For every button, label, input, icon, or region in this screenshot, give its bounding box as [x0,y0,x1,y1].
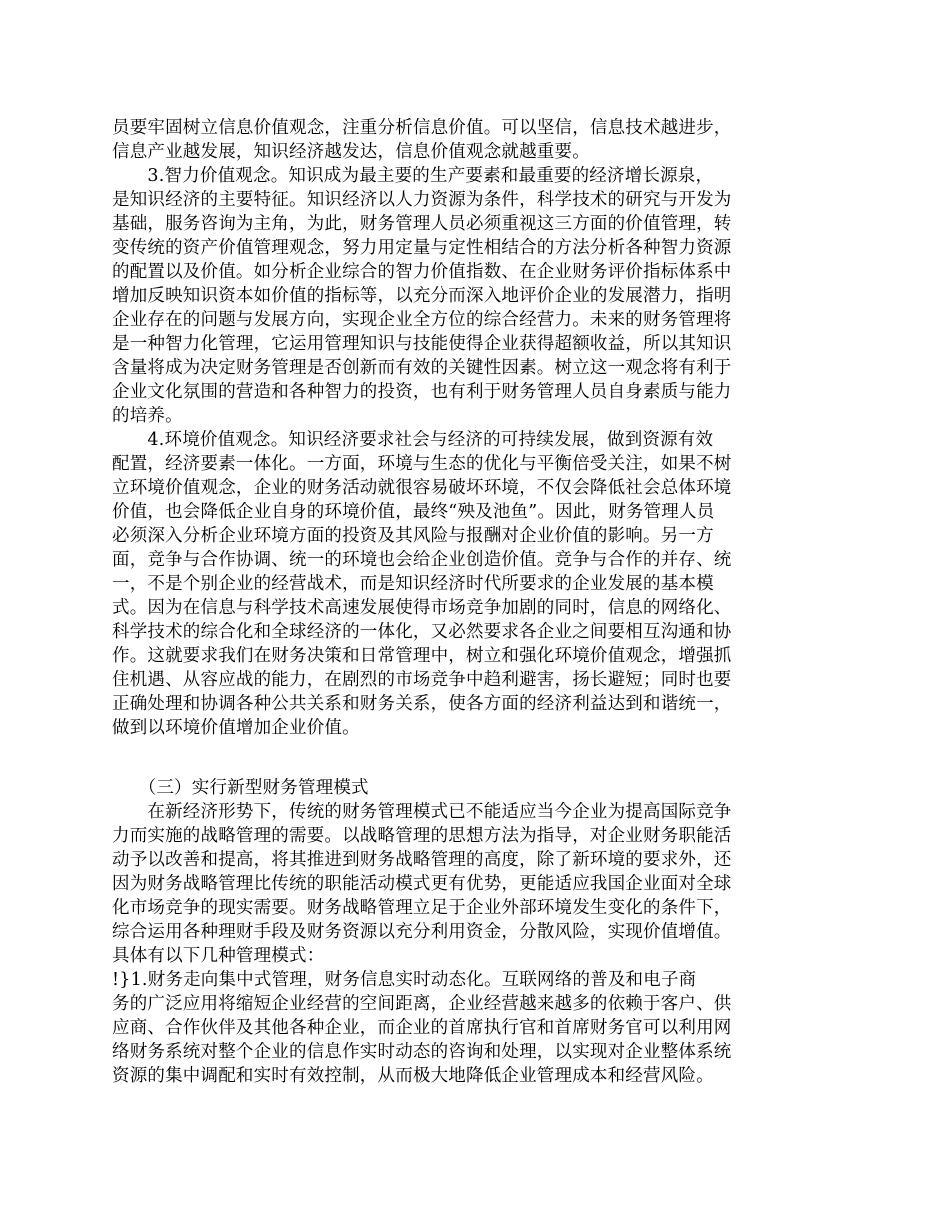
text-line: 综合运用各种理财手段及财务资源以充分利用资金，分散风险，实现价值增值。 [112,922,732,942]
text-line: 价值，也会降低企业自身的环境价值，最终“殃及池鱼”。因此，财务管理人员 [112,502,715,522]
text-line: 因为财务战略管理比传统的职能活动模式更有优势，更能适应我国企业面对全球 [112,874,732,894]
text-line: 员要牢固树立信息价值观念，注重分析信息价值。可以坚信，信息技术越进步， [112,118,732,138]
text-line: 正确处理和协调各种公共关系和财务关系，使各方面的经济利益达到和谐统一， [112,694,732,714]
text-line: 是一种智力化管理，它运用管理知识与技能使得企业获得超额收益，所以其知识 [112,334,732,354]
text-line: 式。因为在信息与科学技术高速发展使得市场竞争加剧的同时，信息的网络化、 [112,598,732,618]
text-line: 信息产业越发展，知识经济越发达，信息价值观念就越重要。 [112,142,590,162]
text-line: 基础，服务咨询为主角，为此，财务管理人员必须重视这三方面的价值管理，转 [112,214,732,234]
text-line: 一，不是个别企业的经营战术，而是知识经济时代所要求的企业发展的基本模 [112,574,714,594]
text-line: 必须深入分析企业环境方面的投资及其风险与报酬对企业价值的影响。另一方 [112,526,714,546]
text-line: 力而实施的战略管理的需要。以战略管理的思想方法为指导，对企业财务职能活 [112,826,732,846]
paragraph-heading-line: !}1.财务走向集中式管理，财务信息实时动态化。互联网络的普及和电子商 [112,970,697,990]
text-line: 面，竞争与合作协调、统一的环境也会给企业创造价值。竞争与合作的并存、统 [112,550,732,570]
text-line: 资源的集中调配和实时有效控制，从而极大地降低企业管理成本和经营风险。 [112,1066,714,1086]
text-line: 配置，经济要素一体化。一方面，环境与生态的优化与平衡倍受关注，如果不树 [112,454,732,474]
text-line: 科学技术的综合化和全球经济的一体化，又必然要求各企业之间要相互沟通和协 [112,622,732,642]
text-line: 的配置以及价值。如分析企业综合的智力价值指数、在企业财务评价指标体系中 [112,262,732,282]
text-line: 务的广泛应用将缩短企业经营的空间距离，企业经营越来越多的依赖于客户、供 [112,994,732,1014]
paragraph-heading-line: 4.环境价值观念。知识经济要求社会与经济的可持续发展，做到资源有效 [112,430,714,450]
text-line: 具体有以下几种管理模式： [112,946,325,966]
paragraph-heading-line: 3.智力价值观念。知识成为最主要的生产要素和最重要的经济增长源泉， [112,166,714,186]
text-line: 变传统的资产价值管理观念，努力用定量与定性相结合的方法分析各种智力资源 [112,238,732,258]
text-line: 做到以环境价值增加企业价值。 [112,718,360,738]
text-line: 企业存在的问题与发展方向，实现企业全方位的综合经营力。未来的财务管理将 [112,310,732,330]
text-line: 在新经济形势下，传统的财务管理模式已不能适应当今企业为提高国际竞争 [112,802,732,822]
text-line: 应商、合作伙伴及其他各种企业，而企业的首席执行官和首席财务官可以利用网 [112,1018,732,1038]
text-line: 络财务系统对整个企业的信息作实时动态的咨询和处理，以实现对企业整体系统 [112,1042,732,1062]
text-line: 是知识经济的主要特征。知识经济以人力资源为条件，科学技术的研究与开发为 [112,190,732,210]
text-line: 立环境价值观念，企业的财务活动就很容易破坏环境，不仅会降低社会总体环境 [112,478,732,498]
section-heading: （三）实行新型财务管理模式 [112,778,369,798]
text-line: 的培养。 [112,406,183,426]
text-line: 化市场竞争的现实需要。财务战略管理立足于企业外部环境发生变化的条件下， [112,898,732,918]
text-line: 住机遇、从容应战的能力，在剧烈的市场竞争中趋利避害，扬长避短；同时也要 [112,670,732,690]
text-line: 企业文化氛围的营造和各种智力的投资，也有利于财务管理人员自身素质与能力 [112,382,732,402]
text-line: 作。这就要求我们在财务决策和日常管理中，树立和强化环境价值观念，增强抓 [112,646,732,666]
text-line: 增加反映知识资本如价值的指标等，以充分而深入地评价企业的发展潜力，指明 [112,286,732,306]
blank-line [112,740,832,764]
text-line: 含量将成为决定财务管理是否创新而有效的关键性因素。树立这一观念将有利于 [112,358,732,378]
text-line: 动予以改善和提高，将其推进到财务战略管理的高度，除了新环境的要求外，还 [112,850,732,870]
